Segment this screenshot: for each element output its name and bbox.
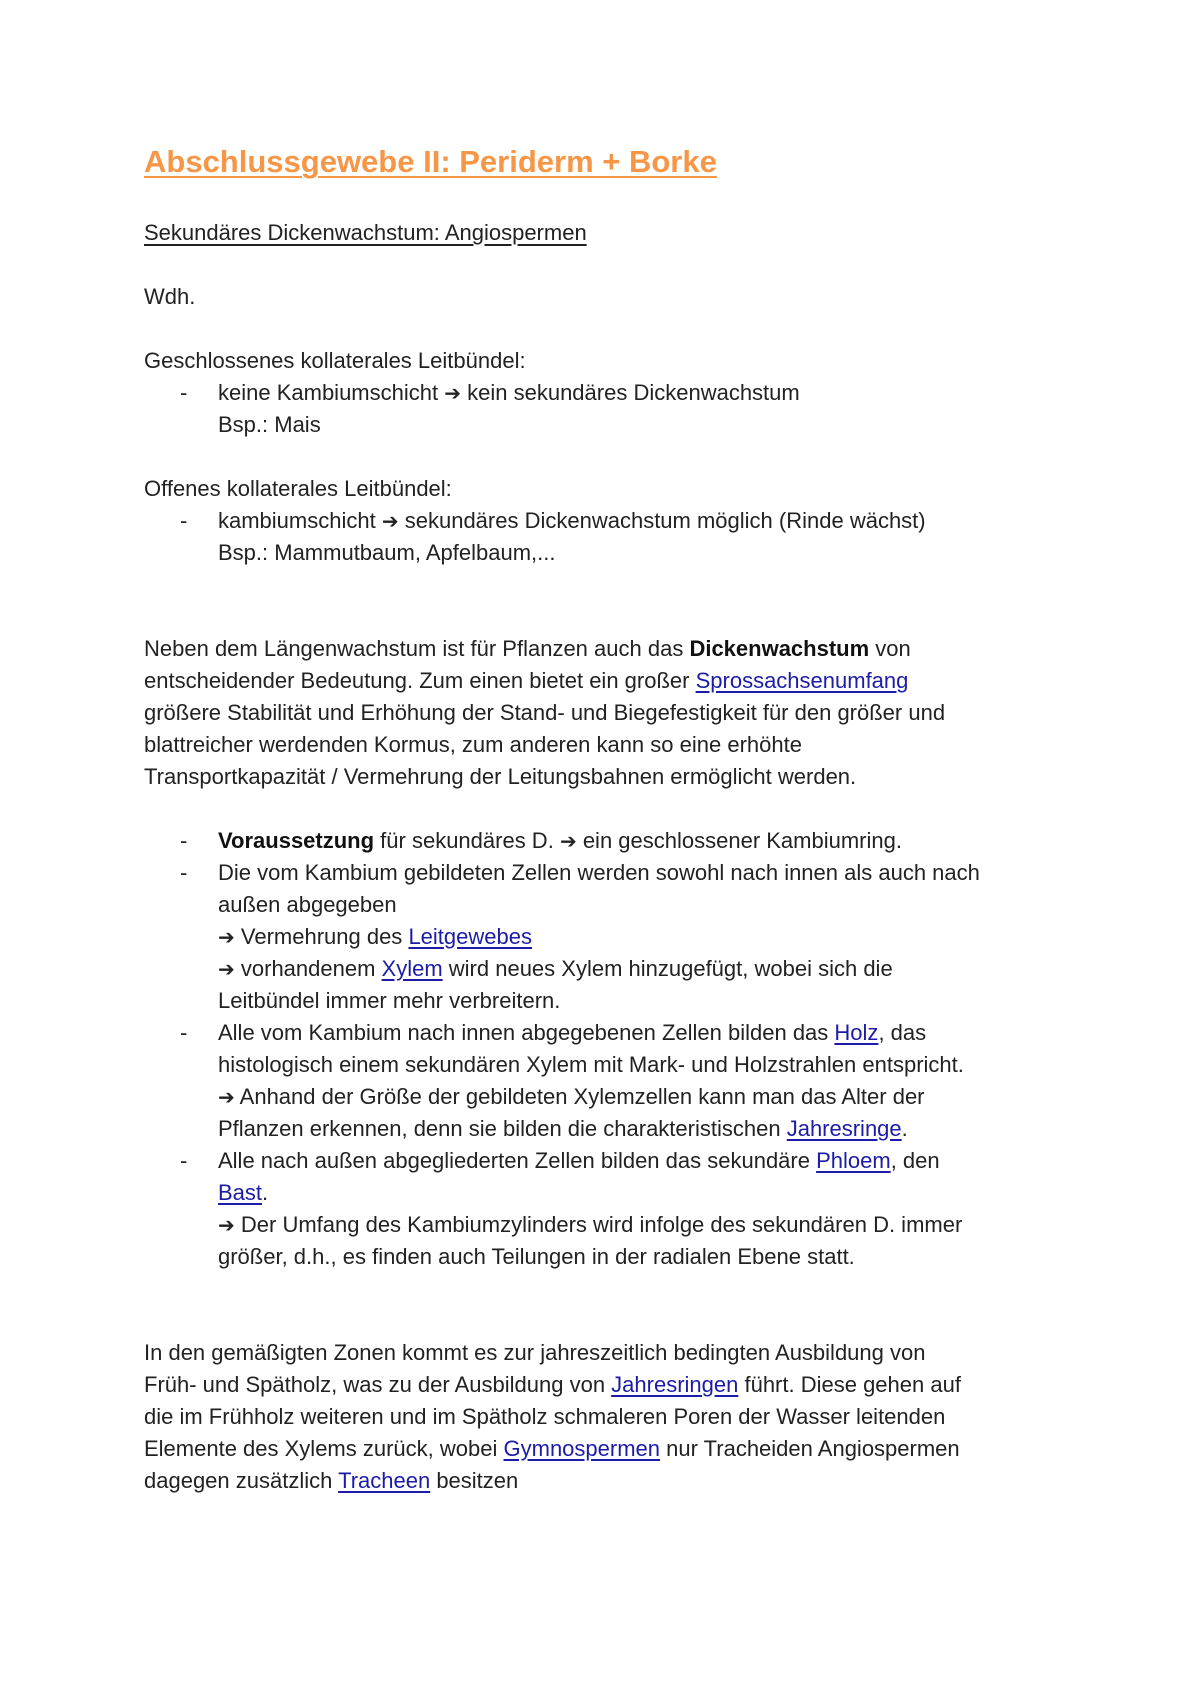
paragraph-line: Transportkapazität / Vermehrung der Leitungsbahnen ermöglicht werden. xyxy=(144,764,857,789)
paragraph-line: In den gemäßigten Zonen kommt es zur jahreszeitlich bedingten Ausbildung von xyxy=(144,1340,926,1365)
text: , das xyxy=(878,1020,927,1045)
bullet-line xyxy=(218,1177,268,1209)
bullet-line xyxy=(218,1017,926,1049)
bold-term: Dickenwachstum xyxy=(689,636,870,661)
text: keine Kambiumschicht xyxy=(218,380,439,405)
text: entscheidender Bedeutung. Zum einen bietet ein großer xyxy=(144,668,696,693)
closed-bundle-example: Bsp.: Mais xyxy=(218,412,321,437)
paragraph-line xyxy=(144,665,908,697)
link-gymnospermen[interactable]: Gymnospermen xyxy=(503,1436,661,1461)
bullet-line xyxy=(218,1145,940,1177)
paragraph-line xyxy=(144,1433,960,1465)
text: führt. Diese gehen auf xyxy=(738,1372,961,1397)
text: sekundäres Dickenwachstum möglich (Rinde wächst) xyxy=(404,508,926,533)
text: , den xyxy=(890,1148,940,1173)
link-sprossachsenumfang[interactable]: Sprossachsenumfang xyxy=(695,668,909,693)
bullet-line xyxy=(218,921,532,953)
arrow-right-icon: ➔ xyxy=(218,1085,235,1109)
arrow-right-icon: ➔ xyxy=(218,1213,235,1237)
open-bundle-item xyxy=(218,505,926,537)
link-holz[interactable]: Holz xyxy=(834,1020,879,1045)
text: Alle nach außen abgegliederten Zellen bilden das sekundäre xyxy=(218,1148,817,1173)
bullet-line xyxy=(218,1209,962,1241)
arrow-right-icon: ➔ xyxy=(218,925,235,949)
paragraph-line xyxy=(144,633,911,665)
text: vorhandenem xyxy=(234,956,382,981)
link-bast[interactable]: Bast xyxy=(218,1180,263,1205)
text: Pflanzen erkennen, denn sie bilden die charakteristischen xyxy=(218,1116,787,1141)
paragraph-line: größere Stabilität und Erhöhung der Stand- und Biegefestigkeit für den größer und xyxy=(144,700,946,725)
list-dash: - xyxy=(180,1020,188,1045)
arrow-right-icon: ➔ xyxy=(381,509,399,533)
link-jahresringen[interactable]: Jahresringen xyxy=(611,1372,739,1397)
bullet-line xyxy=(218,953,893,985)
subtitle: Sekundäres Dickenwachstum: Angiospermen xyxy=(144,220,587,245)
paragraph-line: die im Frühholz weiteren und im Spätholz schmaleren Poren der Wasser leitenden xyxy=(144,1404,946,1429)
text: Alle vom Kambium nach innen abgegebenen Zellen bilden das xyxy=(218,1020,835,1045)
text: Vermehrung des xyxy=(234,924,409,949)
bullet-line xyxy=(218,1081,925,1113)
text: von xyxy=(869,636,911,661)
paragraph-line: blattreicher werdenden Kormus, zum anderen kann so eine erhöhte xyxy=(144,732,802,757)
text: besitzen xyxy=(430,1468,519,1493)
text: Früh- und Spätholz, was zu der Ausbildung von xyxy=(144,1372,612,1397)
paragraph-line xyxy=(144,1465,518,1497)
bullet-line: Die vom Kambium gebildeten Zellen werden sowohl nach innen als auch nach xyxy=(218,860,980,885)
text: wird neues Xylem hinzugefügt, wobei sich die xyxy=(442,956,893,981)
arrow-right-icon: ➔ xyxy=(444,381,461,405)
link-jahresringe[interactable]: Jahresringe xyxy=(786,1116,902,1141)
text: nur Tracheiden Angiospermen xyxy=(660,1436,960,1461)
arrow-right-icon: ➔ xyxy=(559,829,577,853)
text: kein sekundäres Dickenwachstum xyxy=(467,380,800,405)
text: Der Umfang des Kambiumzylinders wird infolge des sekundären D. immer xyxy=(234,1212,963,1237)
arrow-right-icon: ➔ xyxy=(218,957,235,981)
link-tracheen[interactable]: Tracheen xyxy=(338,1468,431,1493)
text: kambiumschicht xyxy=(218,508,376,533)
closed-bundle-heading: Geschlossenes kollaterales Leitbündel: xyxy=(144,348,526,373)
bullet-line xyxy=(218,1113,908,1145)
text: dagegen zusätzlich xyxy=(144,1468,339,1493)
open-bundle-heading: Offenes kollaterales Leitbündel: xyxy=(144,476,452,501)
bullet-line: Leitbündel immer mehr verbreitern. xyxy=(218,988,561,1013)
wdh-label: Wdh. xyxy=(144,284,196,309)
bullet-line: histologisch einem sekundären Xylem mit Mark- und Holzstrahlen entspricht. xyxy=(218,1052,964,1077)
text: für sekundäres D. xyxy=(374,828,560,853)
text: . xyxy=(262,1180,269,1205)
document-title: Abschlussgewebe II: Periderm + Borke xyxy=(144,144,717,179)
text: . xyxy=(901,1116,908,1141)
text: ein geschlossener Kambiumring. xyxy=(576,828,902,853)
link-leitgewebes[interactable]: Leitgewebes xyxy=(408,924,532,949)
text: Elemente des Xylems zurück, wobei xyxy=(144,1436,504,1461)
list-dash: - xyxy=(180,380,188,405)
text: Neben dem Längenwachstum ist für Pflanzen auch das xyxy=(144,636,690,661)
bullet-line: größer, d.h., es finden auch Teilungen in der radialen Ebene statt. xyxy=(218,1244,855,1269)
bullet-line xyxy=(218,825,902,857)
link-phloem[interactable]: Phloem xyxy=(816,1148,891,1173)
closed-bundle-item xyxy=(218,377,800,409)
text: Anhand der Größe der gebildeten Xylemzellen kann man das Alter der xyxy=(234,1084,925,1109)
paragraph-line xyxy=(144,1369,961,1401)
bullet-line: außen abgegeben xyxy=(218,892,397,917)
open-bundle-example: Bsp.: Mammutbaum, Apfelbaum,... xyxy=(218,540,556,565)
bold-term: Voraussetzung xyxy=(218,828,375,853)
list-dash: - xyxy=(180,860,188,885)
list-dash: - xyxy=(180,828,188,853)
link-xylem[interactable]: Xylem xyxy=(381,956,443,981)
list-dash: - xyxy=(180,1148,188,1173)
list-dash: - xyxy=(180,508,188,533)
